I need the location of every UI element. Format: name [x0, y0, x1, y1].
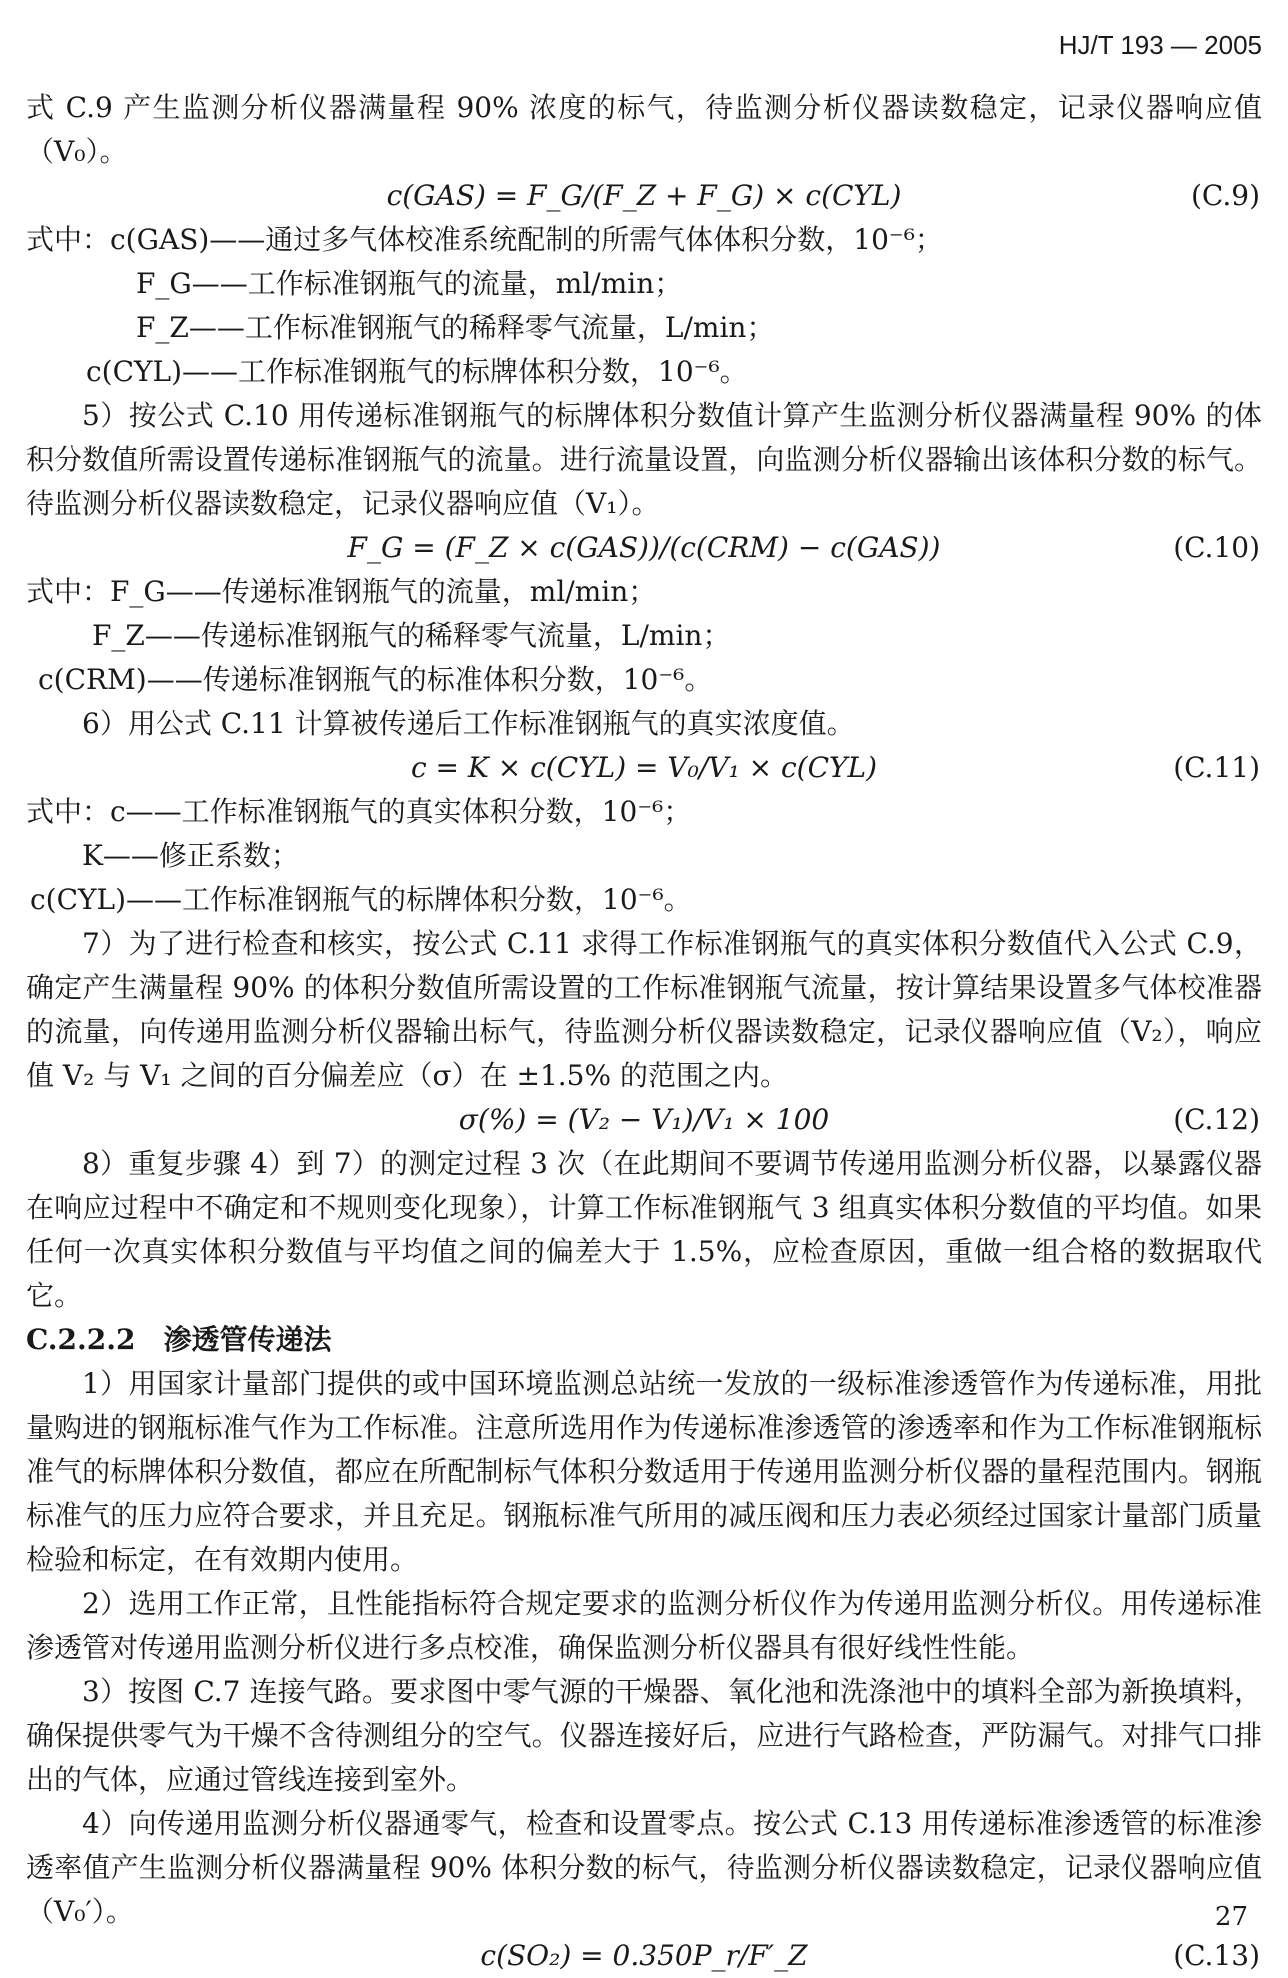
- paragraph: 6）用公式 C.11 计算被传递后工作标准钢瓶气的真实浓度值。: [82, 707, 855, 740]
- paragraph: 5）按公式 C.10 用传递标准钢瓶气的标牌体积分数值计算产生监测分析仪器满量程 90% 的体积分数值所需设置传递标准钢瓶气的流量。进行流量设置，向监测分析仪器输出该体积分数的标气。待监测分析仪器读数稳定，记录仪器响应值（V₁）。: [26, 399, 1262, 520]
- equation-number: (C.10): [1173, 531, 1260, 564]
- equation-formula: σ(%) = (V₂ − V₁)/V₁ × 100: [458, 1103, 830, 1136]
- equation: [26, 174, 1262, 218]
- document-body: [26, 86, 1262, 1978]
- paragraph: 式 C.9 产生监测分析仪器满量程 90% 浓度的标气，待监测分析仪器读数稳定，记录仪器响应值（V₀）。: [26, 91, 1262, 168]
- equation-number: (C.9): [1191, 179, 1260, 212]
- equation: [26, 746, 1262, 790]
- paragraph: 4）向传递用监测分析仪器通零气，检查和设置零点。按公式 C.13 用传递标准渗透管的标准渗透率值产生监测分析仪器满量程 90% 体积分数的标气，待监测分析仪器读数稳定，记录仪器响应值（V₀′）。: [26, 1807, 1262, 1928]
- symbol-definition: 式中：c——工作标准钢瓶气的真实体积分数，10⁻⁶；: [26, 795, 692, 828]
- equation-formula: c(SO₂) = 0.350P_r/F′_Z: [480, 1939, 808, 1972]
- equation-formula: c(GAS) = F_G/(F_Z + F_G) × c(CYL): [386, 179, 902, 212]
- paragraph: 8）重复步骤 4）到 7）的测定过程 3 次（在此期间不要调节传递用监测分析仪器，以暴露仪器在响应过程中不确定和不规则变化现象），计算工作标准钢瓶气 3 组真实体积分数值的平均值。如果任何一次真实体积分数值与平均值之间的偏差大于 1.5%，应检查原因，重做一组合格的数据取代它。: [26, 1147, 1262, 1312]
- symbol-definition: 式中：F_G——传递标准钢瓶气的流量，ml/min；: [26, 575, 657, 608]
- symbol-definition: F_G——工作标准钢瓶气的流量，ml/min；: [136, 267, 683, 300]
- symbol-definition: c(CYL)——工作标准钢瓶气的标牌体积分数，10⁻⁶。: [86, 355, 748, 388]
- paragraph: 3）按图 C.7 连接气路。要求图中零气源的干燥器、氧化池和洗涤池中的填料全部为新换填料，确保提供零气为干燥不含待测组分的空气。仪器连接好后，应进行气路检查，严防漏气。对排气口排出的气体，应通过管线连接到室外。: [26, 1675, 1262, 1796]
- equation-number: (C.12): [1173, 1103, 1260, 1136]
- equation-formula: c = K × c(CYL) = V₀/V₁ × c(CYL): [410, 751, 878, 784]
- equation: [26, 1934, 1262, 1978]
- equation-number: (C.11): [1173, 751, 1260, 784]
- section-heading: C.2.2.2 渗透管传递法: [26, 1323, 332, 1356]
- standard-header: HJ/T 193 — 2005: [1058, 30, 1262, 60]
- paragraph: 7）为了进行检查和核实，按公式 C.11 求得工作标准钢瓶气的真实体积分数值代入公式 C.9，确定产生满量程 90% 的体积分数值所需设置的工作标准钢瓶气流量，按计算结果设置多气体校准器的流量，向传递用监测分析仪器输出标气，待监测分析仪器读数稳定，记录仪器响应值（V₂），响应值 V₂ 与 V₁ 之间的百分偏差应（σ）在 ±1.5% 的范围之内。: [26, 927, 1262, 1092]
- symbol-definition: c(CYL)——工作标准钢瓶气的标牌体积分数，10⁻⁶。: [30, 883, 692, 916]
- equation-number: (C.13): [1173, 1939, 1260, 1972]
- symbol-definition: K——修正系数；: [82, 839, 299, 872]
- paragraph: 2）选用工作正常，且性能指标符合规定要求的监测分析仪作为传递用监测分析仪。用传递标准渗透管对传递用监测分析仪进行多点校准，确保监测分析仪器具有很好线性性能。: [26, 1587, 1262, 1664]
- page-number: 27: [1214, 1902, 1248, 1932]
- symbol-definition: c(CRM)——传递标准钢瓶气的标准体积分数，10⁻⁶。: [38, 663, 713, 696]
- equation-formula: F_G = (F_Z × c(GAS))/(c(CRM) − c(GAS)): [347, 531, 941, 564]
- paragraph: 1）用国家计量部门提供的或中国环境监测总站统一发放的一级标准渗透管作为传递标准，用批量购进的钢瓶标准气作为工作标准。注意所选用作为传递标准渗透管的渗透率和作为工作标准钢瓶标准气的标牌体积分数值，都应在所配制标气体积分数适用于传递用监测分析仪器的量程范围内。钢瓶标准气的压力应符合要求，并且充足。钢瓶标准气所用的减压阀和压力表必须经过国家计量部门质量检验和标定，在有效期内使用。: [26, 1367, 1262, 1576]
- symbol-definition: F_Z——工作标准钢瓶气的稀释零气流量，L/min；: [136, 311, 775, 344]
- equation: [26, 526, 1262, 570]
- equation: [26, 1098, 1262, 1142]
- symbol-definition: F_Z——传递标准钢瓶气的稀释零气流量，L/min；: [92, 619, 731, 652]
- symbol-definition: 式中：c(GAS)——通过多气体校准系统配制的所需气体体积分数，10⁻⁶；: [26, 223, 943, 256]
